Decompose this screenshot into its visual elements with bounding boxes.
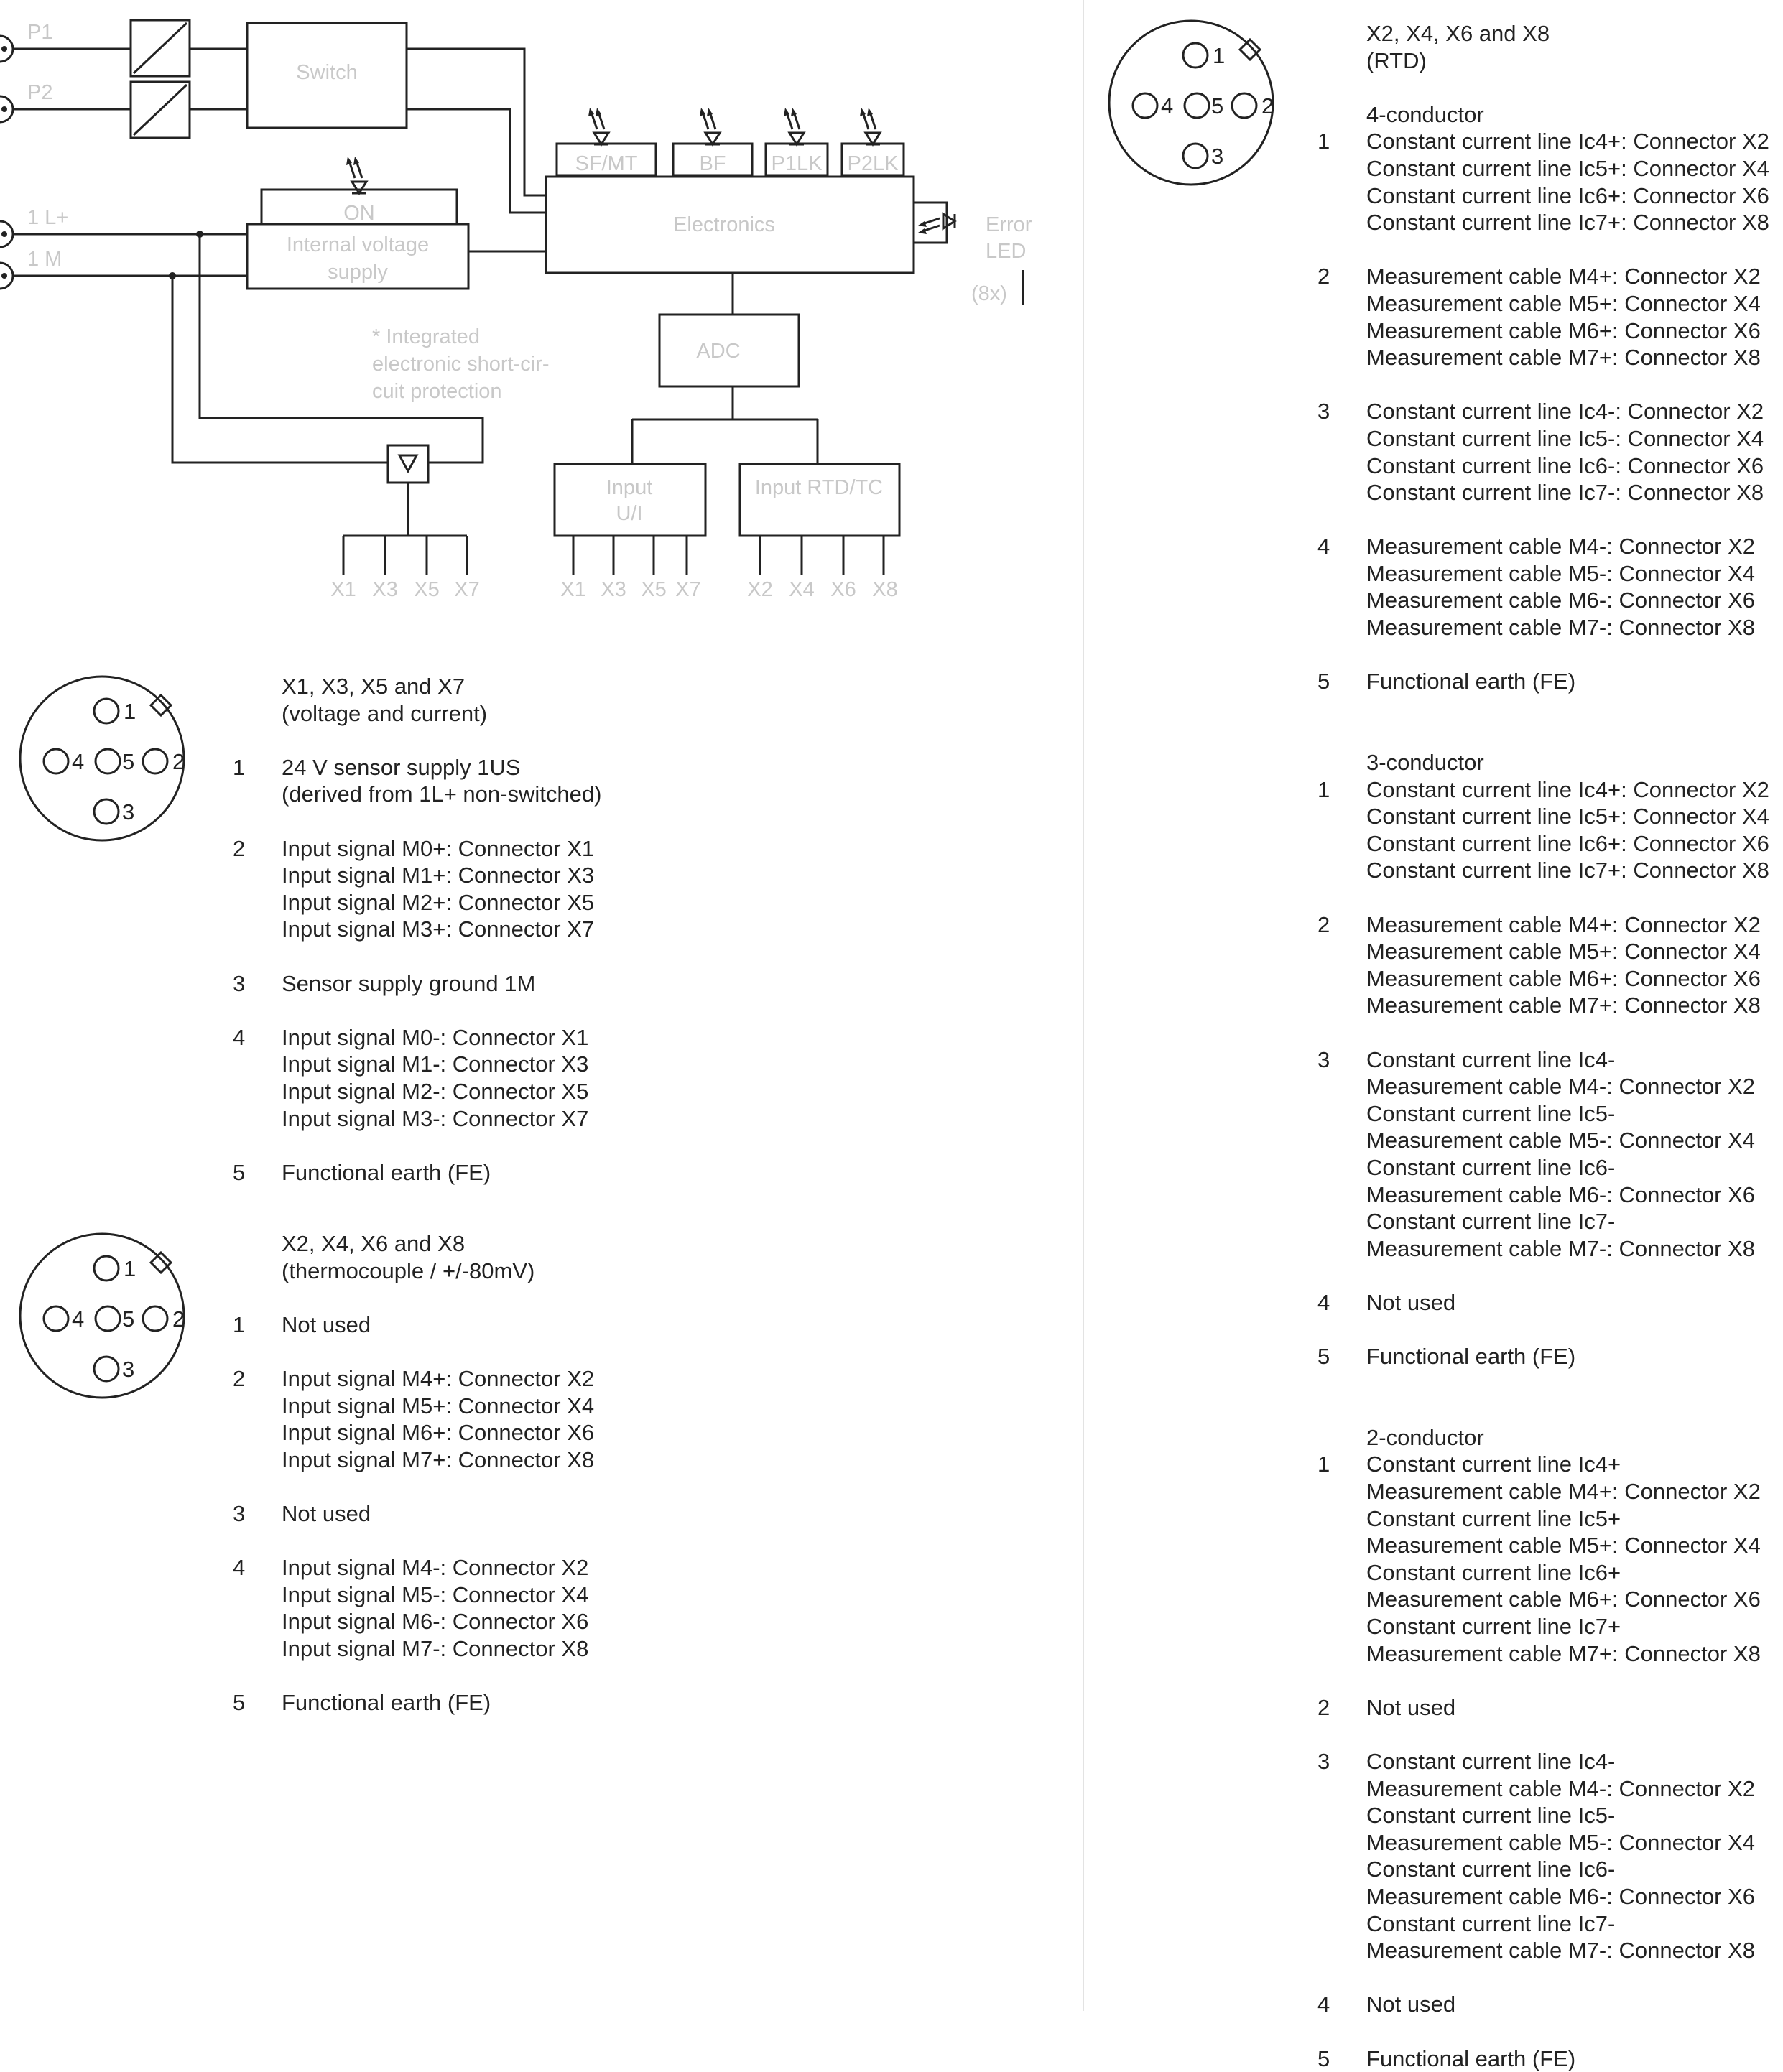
pin-description-line: Input signal M4-: Connector X2 [282, 1555, 589, 1581]
pin-description-line: Measurement cable M6+: Connector X6 [1366, 1586, 1761, 1612]
pin-row [233, 1365, 594, 1473]
connector-face-voltage-icon [20, 677, 185, 840]
note-line-3: cuit protection [372, 380, 502, 403]
pin-row [1317, 1991, 1769, 2018]
rtd-x2-label: X2 [747, 578, 773, 601]
pin-description-line: Measurement cable M4+: Connector X2 [1366, 1479, 1761, 1505]
pin-description-line: Measurement cable M6+: Connector X6 [1366, 965, 1761, 991]
pin-description-line: Constant current line Ic6+ [1366, 1559, 1621, 1585]
pin-description [1366, 1451, 1761, 1667]
pin-description [282, 1689, 491, 1716]
pin-row [1317, 1694, 1769, 1722]
pin-row [1317, 1343, 1769, 1370]
panel-title-row [1317, 20, 1769, 47]
pin-row [233, 970, 601, 998]
ui-x3-label: X3 [601, 578, 626, 601]
pin-description-line: Input signal M2-: Connector X5 [282, 1078, 589, 1104]
pin-number: 2 [1317, 264, 1330, 289]
pin-description-line: Sensor supply ground 1M [282, 970, 536, 996]
note-line-1: * Integrated [372, 325, 480, 348]
panel-title-row [1317, 47, 1769, 75]
pin-number: 1 [233, 754, 246, 780]
rtd-pin4-label: 4 [1161, 93, 1174, 119]
pin-description [1366, 398, 1764, 506]
connector-face-rtd-icon [1109, 21, 1274, 185]
pin-number: 5 [233, 1690, 246, 1716]
voltage-pin1-label: 1 [124, 699, 136, 724]
pin-description-line: Functional earth (FE) [1366, 1344, 1576, 1370]
rtd-pin1-label: 1 [1213, 43, 1226, 68]
panel-title-row [233, 1258, 594, 1285]
section-heading-row [1317, 1424, 1769, 1451]
pin-description [1366, 668, 1575, 695]
panel-title: (thermocouple / +/-80mV) [282, 1258, 535, 1283]
pin-description-line: Constant current line Ic6-: Connector X6 [1366, 452, 1764, 478]
pin-row [233, 1311, 594, 1339]
pin-description-line: Constant current line Ic4+: Connector X2 [1366, 776, 1769, 802]
pin-description [282, 1159, 491, 1186]
pin-description [1366, 1046, 1755, 1263]
led-bf-label: BF [699, 152, 726, 175]
pin-description [282, 835, 594, 943]
ui-x5-label: X5 [641, 578, 667, 601]
pin-row [1317, 776, 1769, 884]
voltage-pin4-label: 4 [72, 749, 85, 774]
pin-description-line: Measurement cable M6+: Connector X6 [1366, 317, 1761, 343]
thermo-pin4-label: 4 [72, 1306, 85, 1332]
pin-description-line: Measurement cable M6-: Connector X6 [1366, 1883, 1756, 1909]
spacer [1317, 20, 1366, 47]
pin-description [282, 970, 535, 998]
spacer [1317, 749, 1366, 776]
pin-description-line: Measurement cable M7-: Connector X8 [1366, 615, 1756, 641]
pin-description-line: Input signal M0-: Connector X1 [282, 1024, 589, 1050]
pin-description-line: Constant current line Ic6- [1366, 1857, 1616, 1882]
pin-description [1366, 1694, 1455, 1722]
pin-description-line: Measurement cable M4-: Connector X2 [1366, 1074, 1756, 1100]
pin-description-line: Not used [282, 1311, 371, 1337]
pin-row [233, 1689, 594, 1716]
pin-number: 3 [233, 1500, 246, 1526]
pin-number: 1 [1317, 1451, 1330, 1477]
ui-x7-label: X7 [675, 578, 701, 601]
pin-description-line: Functional earth (FE) [282, 1690, 491, 1716]
rtd-pin3-label: 3 [1211, 144, 1224, 169]
pin-description [1366, 1991, 1455, 2018]
pin-description-line: Measurement cable M4-: Connector X2 [1366, 534, 1756, 559]
pin-description-line: Not used [1366, 1289, 1456, 1315]
pin-number: 1 [1317, 776, 1330, 802]
pin-description-line: Constant current line Ic5- [1366, 1803, 1616, 1829]
pin-description-line: Constant current line Ic5+: Connector X4 [1366, 155, 1769, 181]
panel-title: X2, X4, X6 and X8 [282, 1231, 466, 1256]
pin-row [1317, 1289, 1769, 1316]
panel-title: (voltage and current) [282, 700, 488, 726]
pin-row [233, 754, 601, 808]
pin-description-line: Constant current line Ic6- [1366, 1154, 1616, 1180]
led-on-icon [346, 157, 366, 193]
adc-label: ADC [696, 340, 741, 363]
pin-description-line: Not used [282, 1500, 371, 1526]
pin-description-line: Input signal M5-: Connector X4 [282, 1581, 589, 1607]
pin-number: 4 [1317, 1992, 1330, 2017]
error-led-count: (8x) [971, 282, 1007, 305]
pin-description [282, 1500, 371, 1528]
protection-box [388, 445, 428, 483]
pin-description-line: Measurement cable M7-: Connector X8 [1366, 1938, 1756, 1964]
pin-description-line: Input signal M6+: Connector X6 [282, 1420, 595, 1446]
pin-description-line: Measurement cable M5+: Connector X4 [1366, 1533, 1761, 1558]
pin-description [282, 754, 601, 808]
connector-face-thermocouple-icon [20, 1234, 185, 1398]
section-heading-row [1317, 749, 1769, 776]
pin-row [1317, 1451, 1769, 1667]
pin-number: 5 [233, 1159, 246, 1185]
input-ui-label-2: U/I [616, 502, 643, 525]
spacer [1317, 1424, 1366, 1451]
supply-x7-label: X7 [454, 578, 480, 601]
section-heading: 4-conductor [1366, 101, 1484, 127]
pin-description-line: Functional earth (FE) [1366, 669, 1576, 694]
pin-description-line: Constant current line Ic4-: Connector X2 [1366, 399, 1764, 424]
port-1l-label: 1 L+ [27, 206, 69, 229]
pin-description-line: Constant current line Ic5-: Connector X4 [1366, 425, 1764, 451]
pin-number: 4 [233, 1555, 246, 1581]
pin-row [1317, 668, 1769, 695]
pin-description-line: Measurement cable M7+: Connector X8 [1366, 993, 1761, 1018]
pin-description-line: Measurement cable M7-: Connector X8 [1366, 1235, 1756, 1261]
pin-number: 5 [1317, 2045, 1330, 2071]
pin-row [1317, 398, 1769, 506]
pin-row [1317, 533, 1769, 641]
thermo-pin1-label: 1 [124, 1256, 136, 1281]
pin-description-line: Constant current line Ic5- [1366, 1100, 1616, 1126]
led-p1lk-icon [784, 108, 804, 144]
pin-description-line: Constant current line Ic7+ [1366, 1614, 1621, 1640]
spacer [233, 673, 282, 700]
port-1m-label: 1 M [27, 248, 62, 271]
pin-description [1366, 1748, 1755, 1964]
pin-description-line: Constant current line Ic7+: Connector X8 [1366, 858, 1769, 883]
pin-description [1366, 533, 1755, 641]
pin-description-line: Input signal M0+: Connector X1 [282, 835, 595, 861]
pin-description [1366, 1343, 1575, 1370]
pin-description-line: Input signal M7+: Connector X8 [282, 1446, 595, 1472]
pin-row [233, 1024, 601, 1132]
pin-row [1317, 1748, 1769, 1964]
pin-description-line: Measurement cable M5+: Connector X4 [1366, 939, 1761, 965]
pin-description-line: Input signal M2+: Connector X5 [282, 889, 595, 915]
error-led-icon [918, 214, 955, 234]
pin-description-line: Measurement cable M6-: Connector X6 [1366, 1181, 1756, 1207]
pin-description-line: Functional earth (FE) [1366, 2045, 1576, 2071]
pin-description-line: Functional earth (FE) [282, 1159, 491, 1185]
pin-description [1366, 2045, 1575, 2072]
error-led-label-2: LED [986, 240, 1027, 263]
led-p2lk-label: P2LK [847, 152, 899, 175]
pin-row [233, 1500, 594, 1528]
led-p1lk-label: P1LK [771, 152, 823, 175]
pin-description-line: Constant current line Ic4- [1366, 1046, 1616, 1072]
supply-x5-label: X5 [414, 578, 440, 601]
pin-description-line: Input signal M6-: Connector X6 [282, 1609, 589, 1635]
pin-row [1317, 263, 1769, 371]
voltage-pin3-label: 3 [122, 799, 135, 824]
column-divider [1083, 0, 1084, 2011]
pin-description [282, 1311, 371, 1339]
pin-description [1366, 263, 1761, 371]
led-sfmt-icon [588, 108, 608, 144]
rtd-pin5-label: 5 [1211, 93, 1224, 119]
pin-description-line: Input signal M4+: Connector X2 [282, 1365, 595, 1391]
pin-description-line: Input signal M1+: Connector X3 [282, 863, 595, 888]
pin-row [233, 1159, 601, 1186]
pin-description-line: Constant current line Ic5+: Connector X4 [1366, 804, 1769, 830]
rtd-pin2-label: 2 [1261, 93, 1274, 119]
pin-number: 3 [1317, 1749, 1330, 1774]
voltage-current-panel [233, 673, 601, 1186]
rtd-panel [1317, 20, 1769, 2072]
led-on-label: ON [343, 202, 375, 225]
input-rtd-box [740, 464, 899, 536]
pin-description-line: Not used [1366, 1694, 1456, 1720]
pin-description-line: Not used [1366, 1992, 1456, 2017]
pin-description [282, 1024, 588, 1132]
port-p2-icon [0, 96, 13, 122]
panel-title-row [233, 1230, 594, 1258]
pin-description-line: (derived from 1L+ non-switched) [282, 781, 602, 807]
switch-label: Switch [296, 61, 358, 84]
port-p1-icon [0, 36, 13, 62]
rtd-x8-label: X8 [872, 578, 898, 601]
rtd-x6-label: X6 [830, 578, 856, 601]
pin-description-line: Measurement cable M6-: Connector X6 [1366, 587, 1756, 613]
pin-description [1366, 128, 1769, 236]
pin-description-line: Measurement cable M4+: Connector X2 [1366, 911, 1761, 937]
pin-description-line: Measurement cable M7+: Connector X8 [1366, 345, 1761, 371]
pin-description-line: Constant current line Ic4+: Connector X2 [1366, 129, 1769, 154]
pin-description-line: Constant current line Ic7+: Connector X8 [1366, 210, 1769, 236]
pin-description-line: Input signal M3+: Connector X7 [282, 916, 595, 942]
pin-description-line: 24 V sensor supply 1US [282, 754, 521, 780]
pin-number: 4 [233, 1024, 246, 1050]
rtd-x4-label: X4 [789, 578, 815, 601]
pin-description-line: Measurement cable M7+: Connector X8 [1366, 1640, 1761, 1666]
pin-description-line: Constant current line Ic4+ [1366, 1451, 1621, 1477]
supply-label-1: Internal voltage [286, 233, 430, 256]
thermo-pin2-label: 2 [172, 1306, 185, 1332]
pin-description-line: Constant current line Ic7- [1366, 1209, 1616, 1235]
pin-description-line: Input signal M3-: Connector X7 [282, 1105, 589, 1131]
pin-description [1366, 776, 1769, 884]
section-heading-row [1317, 101, 1769, 129]
pin-description-line: Measurement cable M5-: Connector X4 [1366, 1829, 1756, 1855]
pin-description-line: Measurement cable M4+: Connector X2 [1366, 264, 1761, 289]
pin-description-line: Measurement cable M5-: Connector X4 [1366, 1128, 1756, 1153]
section-heading: 2-conductor [1366, 1424, 1484, 1450]
spacer [1317, 47, 1366, 75]
pin-description-line: Measurement cable M5-: Connector X4 [1366, 560, 1756, 586]
panel-title: X2, X4, X6 and X8 [1366, 21, 1550, 46]
pin-description-line: Constant current line Ic4- [1366, 1749, 1616, 1774]
spacer [1317, 101, 1366, 129]
supply-label-2: supply [328, 261, 388, 284]
error-led-label: Error [986, 213, 1032, 236]
pin-number: 2 [1317, 1694, 1330, 1720]
led-p2lk-icon [860, 108, 880, 144]
thermo-pin3-label: 3 [122, 1357, 135, 1382]
input-rtd-label: Input RTD/TC [754, 476, 884, 499]
pin-number: 3 [1317, 399, 1330, 424]
ui-x1-label: X1 [560, 578, 586, 601]
pin-description-line: Input signal M7-: Connector X8 [282, 1635, 589, 1661]
panel-title: X1, X3, X5 and X7 [282, 674, 466, 699]
pin-number: 2 [233, 835, 246, 861]
thermo-pin5-label: 5 [122, 1306, 135, 1332]
pin-row [1317, 128, 1769, 236]
supply-x3-label: X3 [372, 578, 398, 601]
port-p1-label: P1 [27, 21, 53, 44]
panel-title-row [233, 700, 601, 728]
panel-title-row [233, 673, 601, 700]
pin-number: 2 [233, 1365, 246, 1391]
pin-description [1366, 1289, 1455, 1316]
section-heading: 3-conductor [1366, 750, 1484, 776]
pin-number: 2 [1317, 911, 1330, 937]
thermocouple-panel [233, 1230, 594, 1716]
electronics-label: Electronics [673, 213, 775, 236]
led-sfmt-label: SF/MT [575, 152, 638, 175]
pin-row [1317, 1046, 1769, 1263]
pin-number: 4 [1317, 1289, 1330, 1315]
pin-description-line: Constant current line Ic6+: Connector X6 [1366, 182, 1769, 208]
pin-number: 1 [233, 1311, 246, 1337]
pin-number: 5 [1317, 669, 1330, 694]
spacer [233, 700, 282, 728]
pin-description-line: Input signal M5+: Connector X4 [282, 1393, 595, 1418]
port-1m-icon [0, 263, 13, 289]
pin-row [1317, 2045, 1769, 2072]
port-1l-icon [0, 221, 13, 247]
pin-number: 3 [1317, 1046, 1330, 1072]
voltage-pin5-label: 5 [122, 749, 135, 774]
pin-number: 5 [1317, 1344, 1330, 1370]
voltage-pin2-label: 2 [172, 749, 185, 774]
pin-description [1366, 911, 1761, 1019]
pin-description-line: Measurement cable M5+: Connector X4 [1366, 290, 1761, 316]
pin-description [282, 1554, 588, 1662]
pin-description-line: Constant current line Ic5+ [1366, 1505, 1621, 1531]
pin-row [233, 1554, 594, 1662]
pin-number: 1 [1317, 129, 1330, 154]
spacer [233, 1230, 282, 1258]
spacer [233, 1258, 282, 1285]
panel-title: (RTD) [1366, 47, 1427, 73]
pin-number: 3 [233, 970, 246, 996]
note-line-2: electronic short-cir- [372, 353, 550, 376]
pin-description-line: Constant current line Ic6+: Connector X6 [1366, 830, 1769, 856]
pin-description-line: Input signal M1-: Connector X3 [282, 1051, 589, 1077]
pin-description-line: Constant current line Ic7-: Connector X8 [1366, 480, 1764, 506]
supply-x1-label: X1 [330, 578, 356, 601]
input-ui-box [555, 464, 705, 536]
pin-row [233, 835, 601, 943]
pin-description [282, 1365, 594, 1473]
input-ui-label-1: Input [606, 476, 653, 499]
led-bf-icon [700, 108, 720, 144]
pin-description-line: Constant current line Ic7- [1366, 1910, 1616, 1936]
pin-number: 4 [1317, 534, 1330, 559]
port-p2-label: P2 [27, 81, 53, 104]
pin-description-line: Measurement cable M4-: Connector X2 [1366, 1775, 1756, 1801]
pin-row [1317, 911, 1769, 1019]
